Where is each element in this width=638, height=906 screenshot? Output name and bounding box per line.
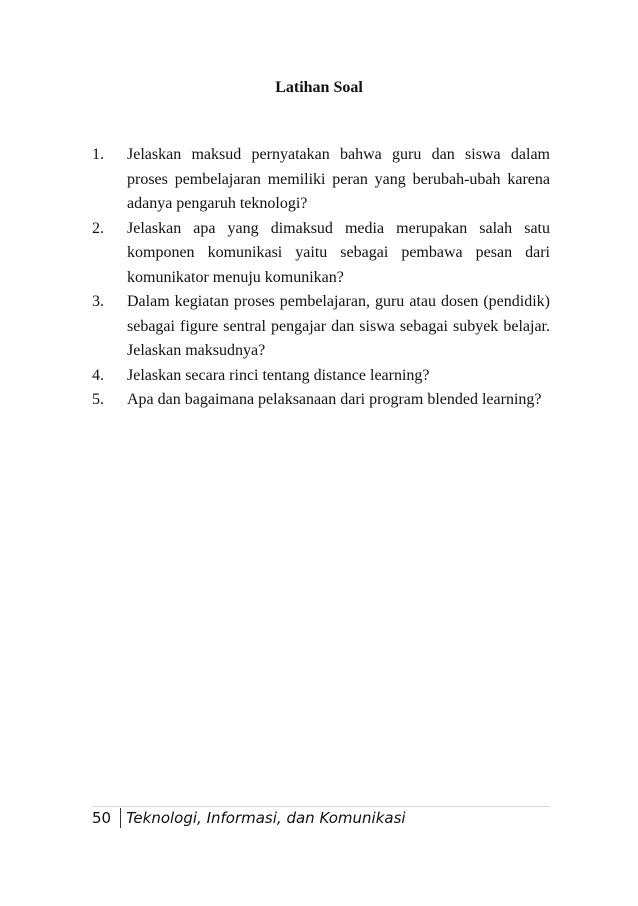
question-number: 5.: [92, 391, 104, 408]
question-item-2: [92, 217, 550, 291]
question-text: Apa dan bagaimana pelaksanaan dari program blended learning?: [127, 391, 542, 408]
question-number: 3.: [92, 293, 104, 310]
question-text: Jelaskan secara rinci tentang distance learning?: [127, 366, 430, 384]
page-footer: [92, 808, 406, 828]
question-list: [92, 143, 550, 413]
question-item-5: [92, 388, 550, 413]
question-item-4: [92, 364, 550, 389]
page-title: Latihan Soal: [275, 79, 363, 96]
question-number: 4.: [92, 366, 104, 384]
question-text: Jelaskan maksud pernyatakan bahwa guru dan siswa dalam proses pembelajaran memiliki peran yang berubah-ubah karena adanya pengaruh teknologi?: [127, 146, 550, 212]
footer-book-title: Teknologi, Informasi, dan Komunikasi: [126, 809, 406, 827]
question-item-3: [92, 290, 550, 364]
question-text: Dalam kegiatan proses pembelajaran, guru atau dosen (pendidik) sebagai figure sentral pengajar dan siswa sebagai subyek belajar. Jelaskan maksudnya?: [127, 293, 550, 359]
footer-separator: [120, 808, 121, 828]
question-number: 2.: [92, 219, 104, 237]
question-number: 1.: [92, 146, 104, 163]
question-item-1: [92, 143, 550, 217]
question-text: Jelaskan apa yang dimaksud media merupakan salah satu komponen komunikasi yaitu sebagai pembawa pesan dari komunikator menuju komunikan?: [127, 219, 550, 286]
footer-divider: [92, 806, 550, 807]
page-number: 50: [92, 809, 112, 827]
